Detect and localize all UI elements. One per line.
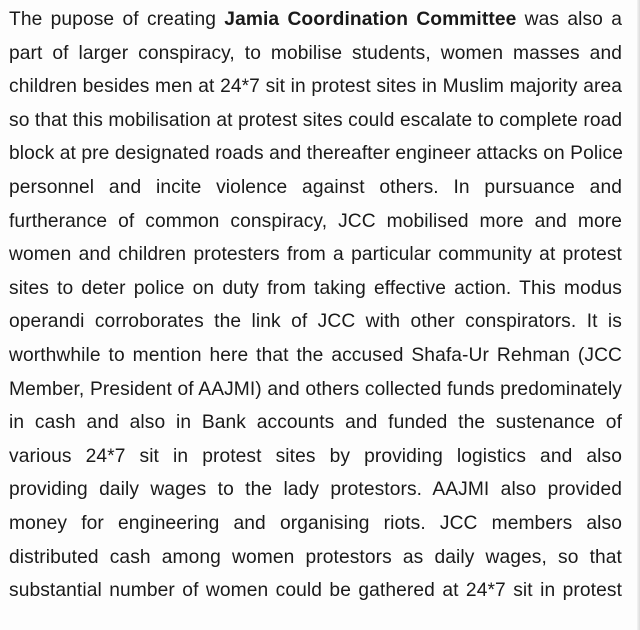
- text-line: providing daily wages to the lady protestors. AAJMI also provided: [9, 479, 622, 501]
- committee-name: Jamia Coordination Committee: [224, 9, 517, 30]
- text-segment: was also a: [516, 9, 622, 30]
- text-line: [9, 3, 622, 37]
- text-line: women and children protesters from a particular community at protest: [9, 244, 622, 266]
- text-line: in cash and also in Bank accounts and funded the sustenance of: [9, 412, 622, 434]
- text-line: furtherance of common conspiracy, JCC mobilised more and more: [9, 210, 622, 232]
- text-segment: The pupose of creating: [9, 9, 225, 30]
- text-line: worthwhile to mention here that the accused Shafa-Ur Rehman (JCC: [9, 344, 622, 366]
- text-line: children besides men at 24*7 sit in protest sites in Muslim majority area: [9, 76, 622, 98]
- text-line: sites to deter police on duty from taking effective action. This modus: [9, 277, 622, 299]
- text-line: personnel and incite violence against others. In pursuance and: [9, 176, 622, 198]
- document-paragraph: [9, 3, 622, 608]
- text-line: money for engineering and organising riots. JCC members also: [9, 512, 622, 534]
- text-line: so that this mobilisation at protest sites could escalate to complete road: [9, 109, 623, 131]
- text-line: substantial number of women could be gathered at 24*7 sit in protest: [9, 580, 622, 602]
- text-line: operandi corroborates the link of JCC with other conspirators. It is: [9, 311, 622, 333]
- text-line: Member, President of AAJMI) and others collected funds predominately: [9, 378, 622, 400]
- text-line: various 24*7 sit in protest sites by providing logistics and also: [9, 445, 622, 467]
- text-line: distributed cash among women protestors as daily wages, so that: [9, 546, 622, 568]
- text-line: block at pre designated roads and thereafter engineer attacks on Police: [9, 143, 624, 165]
- text-line: part of larger conspiracy, to mobilise students, women masses and: [9, 42, 622, 64]
